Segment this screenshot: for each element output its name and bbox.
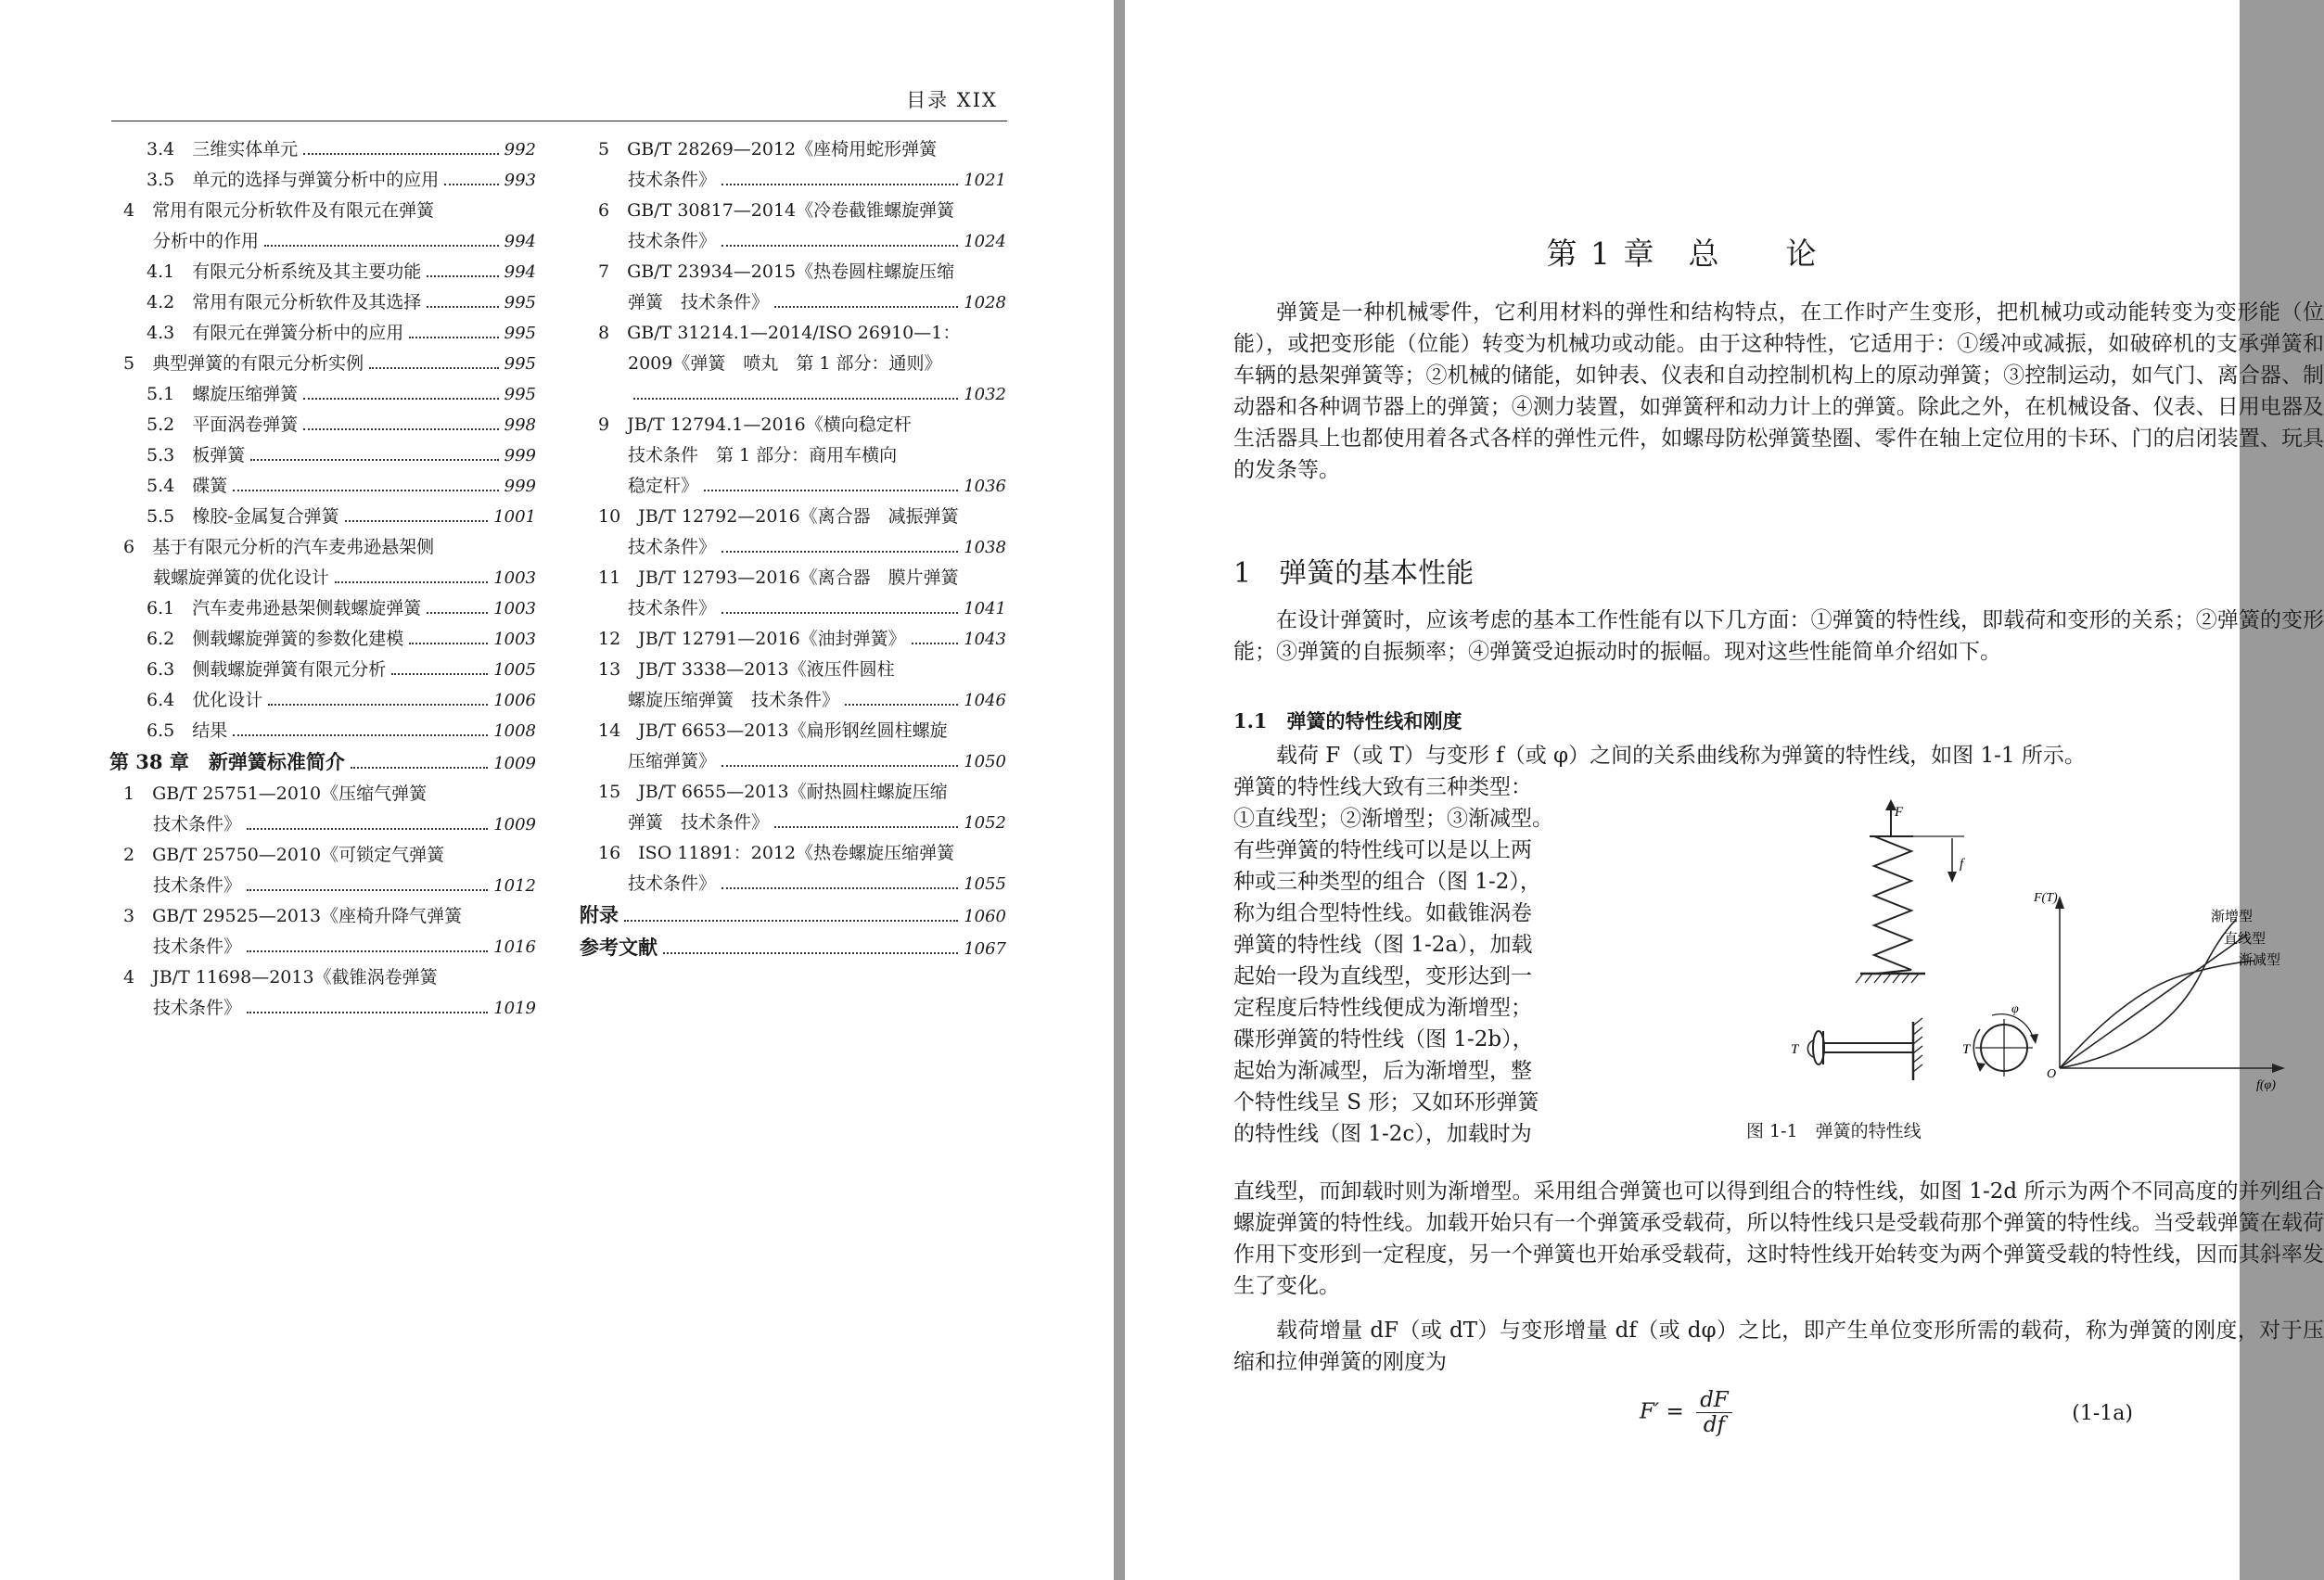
toc-entry-title: 附录 bbox=[580, 903, 619, 926]
toc-entry bbox=[109, 655, 536, 685]
toc-page-number: 1050 bbox=[964, 752, 1006, 771]
toc-entry-title: 技术条件》 bbox=[628, 873, 717, 894]
narrow-text-line: 定程度后特性线便成为渐增型； bbox=[1233, 996, 1532, 1020]
toc-line bbox=[580, 746, 1006, 777]
toc-leader-dots bbox=[721, 765, 958, 767]
curve-increasing bbox=[2060, 920, 2236, 1068]
toc-leader-dots bbox=[427, 306, 498, 308]
toc-entry bbox=[109, 318, 536, 349]
toc-page-number: 1003 bbox=[493, 630, 536, 649]
toc-page-number: 1005 bbox=[493, 660, 536, 680]
toc-entry bbox=[580, 716, 1006, 777]
formula-denominator: df bbox=[1703, 1413, 1726, 1437]
toc-page-number: 994 bbox=[504, 232, 536, 251]
toc-line bbox=[109, 685, 536, 716]
toc-entry bbox=[109, 196, 536, 257]
toc-line bbox=[580, 318, 1006, 349]
toc-leader-dots bbox=[774, 826, 958, 828]
para-a-continued: 直线型，而卸载时则为渐增型。采用组合弹簧也可以得到组合的特性线，如图 1-2d 所示为两个不同高度的并列组合螺旋弹簧的特性线。加载开始只有一个弹簧承受载荷，所以特性线只是受载荷那个弹簧的特性线。当受载弹簧在载荷作用下变形到一定程度，另一个弹簧也开始承受载荷，这时特性线开始转变为两个弹簧受载的特性线，因而其斜率发生了变化。 bbox=[1233, 1179, 2324, 1298]
toc-page-number: 1043 bbox=[964, 630, 1006, 649]
toc-page-number: 1052 bbox=[964, 813, 1006, 833]
toc-line bbox=[109, 196, 536, 226]
toc-line bbox=[580, 838, 1006, 869]
toc-entry-title: 5.1 螺旋压缩弹簧 bbox=[147, 384, 299, 404]
toc-leader-dots bbox=[233, 734, 488, 736]
toc-entry bbox=[109, 287, 536, 318]
toc-entry bbox=[580, 196, 1006, 257]
toc-page-number: 995 bbox=[504, 354, 536, 374]
toc-entry-title: 3.5 单元的选择与弹簧分析中的应用 bbox=[147, 170, 440, 190]
toc-leader-dots bbox=[233, 490, 498, 491]
toc-entry bbox=[109, 685, 536, 716]
stiffness-formula bbox=[1640, 1388, 1732, 1437]
toc-entry bbox=[109, 593, 536, 624]
toc-line bbox=[580, 593, 1006, 624]
toc-line bbox=[109, 871, 536, 901]
compression-spring-diagram bbox=[1856, 799, 1965, 983]
toc-entry bbox=[109, 779, 536, 840]
toc-entry-title: 技术条件》 bbox=[153, 998, 242, 1018]
toc-entry-title: 技术条件》 bbox=[628, 537, 717, 557]
left-page bbox=[0, 0, 1114, 1580]
toc-entry bbox=[109, 379, 536, 410]
toc-page-number: 1001 bbox=[493, 507, 536, 527]
toc-line bbox=[580, 226, 1006, 257]
toc-page-number: 995 bbox=[504, 385, 536, 404]
section-title: 1 弹簧的基本性能 bbox=[1233, 557, 1475, 590]
toc-entry-title: 15 JB/T 6655—2013《耐热圆柱螺旋压缩 bbox=[598, 782, 948, 802]
toc-line bbox=[580, 287, 1006, 318]
narrow-text-line: 弹簧的特性线（图 1-2a），加载 bbox=[1233, 933, 1533, 957]
toc-leader-dots bbox=[721, 612, 958, 614]
toc-leader-dots bbox=[264, 245, 499, 247]
toc-entry bbox=[580, 838, 1006, 899]
toc-page-number: 1016 bbox=[493, 937, 536, 957]
toc-page-number: 1009 bbox=[493, 754, 536, 773]
toc-entry bbox=[580, 655, 1006, 716]
toc-line bbox=[109, 134, 536, 165]
toc-line bbox=[109, 502, 536, 532]
toc-entry-title: 分析中的作用 bbox=[153, 231, 260, 251]
toc-line bbox=[580, 685, 1006, 716]
toc-entry-title: 6.5 结果 bbox=[147, 720, 228, 741]
narrow-text-line: 弹簧的特性线大致有三种类型： bbox=[1233, 775, 1532, 799]
curve-decreasing bbox=[2060, 961, 2254, 1068]
toc-page-number: 1024 bbox=[964, 232, 1006, 251]
toc-entry-title: 技术条件》 bbox=[153, 937, 242, 957]
toc-page-number: 1009 bbox=[493, 815, 536, 835]
toc-leader-dots bbox=[427, 275, 498, 277]
formula-numerator: dF bbox=[1696, 1388, 1732, 1413]
narrow-text-line: 碟形弹簧的特性线（图 1-2b）， bbox=[1233, 1027, 1534, 1051]
curve-decreasing-label: 渐减型 bbox=[2239, 953, 2281, 968]
toc-leader-dots bbox=[303, 428, 498, 430]
toc-leader-dots bbox=[303, 153, 498, 155]
toc-page-number: 999 bbox=[504, 446, 536, 465]
toc-entry-title: 技术条件》 bbox=[628, 598, 717, 618]
toc-entry-title: 5.4 碟簧 bbox=[147, 476, 228, 496]
toc-line bbox=[580, 869, 1006, 899]
toc-line bbox=[580, 563, 1006, 593]
toc-page-number: 995 bbox=[504, 324, 536, 343]
curve-linear-label: 直线型 bbox=[2224, 932, 2267, 947]
toc-entry bbox=[109, 840, 536, 901]
toc-entry-title: 5 典型弹簧的有限元分析实例 bbox=[123, 353, 364, 374]
narrow-text-line: 种或三种类型的组合（图 1-2）， bbox=[1233, 870, 1541, 894]
toc-line bbox=[109, 318, 536, 349]
toc-entry-title: 技术条件》 bbox=[628, 231, 717, 251]
toc-line bbox=[109, 624, 536, 655]
subsection-title: 1.1 弹簧的特性线和刚度 bbox=[1233, 709, 1462, 733]
toc-page-number: 1006 bbox=[493, 691, 536, 710]
label-F: F bbox=[1895, 805, 1904, 820]
toc-line bbox=[109, 779, 536, 809]
toc-entry bbox=[580, 563, 1006, 624]
toc-leader-dots bbox=[250, 459, 498, 461]
chapter-title: 第 1 章 总 论 bbox=[1546, 236, 1819, 272]
toc-line bbox=[109, 901, 536, 932]
toc-entry-title: 13 JB/T 3338—2013《液压件圆柱 bbox=[598, 659, 895, 680]
toc-leader-dots bbox=[633, 398, 958, 400]
toc-line bbox=[580, 502, 1006, 532]
toc-leader-dots bbox=[721, 887, 958, 889]
toc-leader-dots bbox=[247, 950, 488, 952]
toc-entry-title: 5 GB/T 28269—2012《座椅用蛇形弹簧 bbox=[598, 139, 938, 159]
axis-x-label: f(φ) bbox=[2256, 1078, 2276, 1092]
toc-entry bbox=[580, 624, 1006, 655]
toc-line bbox=[580, 932, 1006, 964]
toc-line bbox=[109, 655, 536, 685]
section-paragraph: 在设计弹簧时，应该考虑的基本工作性能有以下几方面：①弹簧的特性线，即载荷和变形的关系；②弹簧的变形能；③弹簧的自振频率；④弹簧受迫振动时的振幅。现对这些性能简单介绍如下。 bbox=[1233, 608, 2324, 664]
torsion-bar-diagram bbox=[1791, 1018, 1922, 1080]
toc-entry bbox=[580, 899, 1006, 932]
toc-entry-title: 12 JB/T 12791—2016《油封弹簧》 bbox=[598, 629, 906, 649]
toc-entry-title: 8 GB/T 31214.1—2014/ISO 26910—1： bbox=[598, 323, 961, 343]
toc-entry bbox=[109, 502, 536, 532]
toc-leader-dots bbox=[721, 184, 958, 185]
toc-entry bbox=[109, 624, 536, 655]
curve-linear bbox=[2060, 935, 2247, 1068]
toc-page-number: 995 bbox=[504, 293, 536, 312]
toc-entry bbox=[580, 502, 1006, 563]
toc-entry bbox=[109, 165, 536, 196]
toc-line bbox=[580, 532, 1006, 563]
toc-column-2 bbox=[580, 134, 1006, 964]
toc-line bbox=[580, 471, 1006, 502]
toc-entry bbox=[109, 134, 536, 165]
toc-line bbox=[580, 624, 1006, 655]
toc-line bbox=[109, 165, 536, 196]
toc-line bbox=[580, 257, 1006, 287]
toc-page-number: 1008 bbox=[493, 721, 536, 741]
formula-label: (1-1a) bbox=[2072, 1402, 2133, 1425]
toc-leader-dots bbox=[335, 581, 488, 583]
toc-line bbox=[580, 379, 1006, 410]
toc-leader-dots bbox=[409, 337, 498, 338]
label-f: f bbox=[1960, 857, 1964, 872]
toc-leader-dots bbox=[409, 643, 488, 644]
toc-entry bbox=[109, 471, 536, 502]
toc-entry bbox=[580, 932, 1006, 964]
toc-entry-title: 稳定杆》 bbox=[628, 476, 699, 496]
toc-page-number: 1041 bbox=[964, 599, 1006, 618]
toc-entry-title: 弹簧 技术条件》 bbox=[628, 812, 770, 833]
figure-1-1 bbox=[1570, 797, 2281, 1103]
toc-leader-dots bbox=[369, 367, 499, 369]
toc-page-number: 1012 bbox=[493, 876, 536, 896]
toc-entry-title: 3 GB/T 29525—2013《座椅升降气弹簧 bbox=[123, 906, 463, 926]
label-T-torsion-spring: T bbox=[1962, 1042, 1971, 1057]
toc-entry-title: 3.4 三维实体单元 bbox=[147, 139, 299, 159]
toc-line bbox=[580, 716, 1006, 746]
toc-leader-dots bbox=[774, 306, 958, 308]
toc-entry-title: 11 JB/T 12793—2016《离合器 膜片弹簧 bbox=[598, 567, 959, 588]
formula-lhs: F′ = bbox=[1640, 1399, 1684, 1424]
toc-leader-dots bbox=[444, 184, 498, 185]
toc-leader-dots bbox=[268, 704, 488, 706]
toc-entry-title: 技术条件》 bbox=[153, 814, 242, 835]
toc-page-number: 1032 bbox=[964, 385, 1006, 404]
toc-entry bbox=[109, 532, 536, 593]
toc-line bbox=[109, 716, 536, 746]
para-a-narrow-column bbox=[1233, 771, 1572, 1150]
toc-entry-title: 14 JB/T 6653—2013《扁形钢丝圆柱螺旋 bbox=[598, 720, 948, 741]
narrow-text-line: 个特性线呈 S 形；又如环形弹簧 bbox=[1233, 1090, 1539, 1115]
toc-entry bbox=[109, 257, 536, 287]
toc-entry-title: 6.1 汽车麦弗逊悬架侧载螺旋弹簧 bbox=[147, 598, 422, 618]
toc-entry-title: 2009《弹簧 喷丸 第 1 部分：通则》 bbox=[628, 353, 942, 374]
toc-line bbox=[580, 899, 1006, 932]
toc-entry-title: 4.2 常用有限元分析软件及其选择 bbox=[147, 292, 422, 312]
toc-line bbox=[109, 563, 536, 593]
toc-page-number: 1036 bbox=[964, 477, 1006, 496]
toc-line bbox=[109, 257, 536, 287]
toc-entry bbox=[109, 716, 536, 746]
toc-entry-title: 螺旋压缩弹簧 技术条件》 bbox=[628, 690, 840, 710]
toc-entry bbox=[580, 318, 1006, 410]
toc-leader-dots bbox=[704, 490, 958, 491]
toc-leader-dots bbox=[303, 398, 498, 400]
toc-leader-dots bbox=[624, 920, 958, 922]
toc-page-number: 999 bbox=[504, 477, 536, 496]
narrow-text-line: 起始一段为直线型，变形达到一 bbox=[1233, 964, 1532, 988]
toc-line bbox=[580, 196, 1006, 226]
toc-entry bbox=[109, 746, 536, 779]
toc-entry-title: 1 GB/T 25751—2010《压缩气弹簧 bbox=[123, 784, 428, 804]
toc-entry-title: 第 38 章 新弹簧标准简介 bbox=[109, 750, 345, 773]
toc-entry-title: 弹簧 技术条件》 bbox=[628, 292, 770, 312]
toc-leader-dots bbox=[345, 520, 489, 522]
toc-entry-title: 2 GB/T 25750—2010《可锁定气弹簧 bbox=[123, 845, 445, 865]
narrow-text-line: 称为组合型特性线。如截锥涡卷 bbox=[1233, 901, 1532, 925]
toc-leader-dots bbox=[247, 828, 488, 830]
toc-line bbox=[109, 840, 536, 871]
toc-entry-title: 4.3 有限元在弹簧分析中的应用 bbox=[147, 323, 404, 343]
toc-page-number: 1055 bbox=[964, 874, 1006, 894]
toc-line bbox=[109, 471, 536, 502]
toc-line bbox=[580, 777, 1006, 808]
toc-line bbox=[109, 962, 536, 993]
toc-leader-dots bbox=[721, 245, 958, 247]
axis-y-label: F(T) bbox=[2034, 891, 2058, 905]
toc-entry-title: 参考文献 bbox=[580, 936, 658, 959]
label-T-torsion-bar: T bbox=[1791, 1042, 1799, 1057]
toc-entry bbox=[109, 901, 536, 962]
toc-leader-dots bbox=[351, 767, 488, 769]
toc-entry bbox=[580, 777, 1006, 838]
toc-line bbox=[109, 993, 536, 1024]
toc-entry-title: 4.1 有限元分析系统及其主要功能 bbox=[147, 261, 422, 282]
stiffness-paragraph: 载荷增量 dF（或 dT）与变形增量 df（或 dφ）之比，即产生单位变形所需的载荷，称为弹簧的刚度，对于压缩和拉伸弹簧的刚度为 bbox=[1233, 1319, 2324, 1374]
right-page bbox=[1125, 0, 2324, 1580]
toc-entry-title: 5.3 板弹簧 bbox=[147, 445, 246, 465]
toc-page-number: 998 bbox=[504, 415, 536, 435]
toc-leader-dots bbox=[912, 643, 959, 644]
label-phi: φ bbox=[2011, 1002, 2019, 1016]
toc-leader-dots bbox=[247, 889, 488, 891]
toc-leader-dots bbox=[247, 1012, 488, 1013]
narrow-text-line: ①直线型；②渐增型；③渐减型。 bbox=[1233, 807, 1553, 831]
toc-entry-title: 6.2 侧载螺旋弹簧的参数化建模 bbox=[147, 629, 404, 649]
toc-entry-title: 9 JB/T 12794.1—2016《横向稳定杆 bbox=[598, 414, 912, 435]
toc-entry-title: 16 ISO 11891：2012《热卷螺旋压缩弹簧 bbox=[598, 843, 955, 863]
toc-line bbox=[580, 808, 1006, 838]
toc-line bbox=[580, 349, 1006, 379]
toc-column-1 bbox=[109, 134, 536, 1024]
toc-entry bbox=[580, 134, 1006, 196]
toc-page-number: 993 bbox=[504, 171, 536, 190]
origin-label: O bbox=[2047, 1067, 2057, 1081]
toc-entry-title: 5.5 橡胶-金属复合弹簧 bbox=[147, 506, 339, 527]
toc-entry-title: 7 GB/T 23934—2015《热卷圆柱螺旋压缩 bbox=[598, 261, 955, 282]
toc-line bbox=[109, 410, 536, 440]
toc-entry bbox=[580, 257, 1006, 318]
para-a-first-line: 载荷 F（或 T）与变形 f（或 φ）之间的关系曲线称为弹簧的特性线，如图 1-1 所示。 bbox=[1276, 744, 2086, 768]
toc-entry-title: 5.2 平面涡卷弹簧 bbox=[147, 414, 299, 435]
narrow-text-line: 的特性线（图 1-2c），加载时为 bbox=[1233, 1122, 1532, 1146]
toc-leader-dots bbox=[845, 704, 958, 706]
toc-leader-dots bbox=[663, 952, 958, 954]
toc-page-number: 1028 bbox=[964, 293, 1006, 312]
toc-page-number: 1021 bbox=[964, 171, 1006, 190]
toc-line bbox=[109, 379, 536, 410]
toc-line bbox=[109, 349, 536, 379]
curve-increasing-label: 渐增型 bbox=[2211, 910, 2254, 924]
toc-page-number: 1003 bbox=[493, 599, 536, 618]
toc-line bbox=[580, 655, 1006, 685]
toc-leader-dots bbox=[391, 673, 488, 675]
running-head: 目录 XIX bbox=[906, 89, 998, 111]
toc-entry bbox=[580, 410, 1006, 502]
toc-entry bbox=[109, 962, 536, 1024]
toc-page-number: 1003 bbox=[493, 568, 536, 588]
toc-entry-title: 技术条件》 bbox=[628, 170, 717, 190]
formula-fraction bbox=[1696, 1388, 1732, 1437]
narrow-text-line: 有些弹簧的特性线可以是以上两 bbox=[1233, 838, 1532, 862]
toc-line bbox=[580, 134, 1006, 165]
toc-entry-title: 6 基于有限元分析的汽车麦弗逊悬架侧 bbox=[123, 537, 435, 557]
toc-page-number: 1046 bbox=[964, 691, 1006, 710]
toc-page-number: 1019 bbox=[493, 999, 536, 1018]
toc-line bbox=[109, 809, 536, 840]
toc-entry-title: 4 JB/T 11698—2013《截锥涡卷弹簧 bbox=[123, 967, 438, 988]
toc-entry-title: 6.3 侧载螺旋弹簧有限元分析 bbox=[147, 659, 387, 680]
toc-line bbox=[580, 165, 1006, 196]
toc-line bbox=[109, 532, 536, 563]
toc-line bbox=[580, 410, 1006, 440]
toc-line bbox=[109, 287, 536, 318]
toc-line bbox=[109, 440, 536, 471]
figure-caption: 图 1-1 弹簧的特性线 bbox=[1746, 1121, 1922, 1141]
toc-entry-title: 4 常用有限元分析软件及有限元在弹簧 bbox=[123, 200, 435, 221]
toc-page-number: 994 bbox=[504, 262, 536, 282]
toc-page-number: 1038 bbox=[964, 538, 1006, 557]
toc-line bbox=[109, 593, 536, 624]
torsion-spring-diagram bbox=[1962, 1002, 2038, 1077]
toc-entry-title: 10 JB/T 12792—2016《离合器 减振弹簧 bbox=[598, 506, 959, 527]
toc-line bbox=[109, 226, 536, 257]
toc-entry-title: 压缩弹簧》 bbox=[628, 751, 717, 771]
toc-page-number: 992 bbox=[504, 140, 536, 159]
toc-entry-title: 技术条件》 bbox=[153, 875, 242, 896]
narrow-text-line: 起始为渐减型，后为渐增型，整 bbox=[1233, 1059, 1532, 1083]
toc-entry-title: 技术条件 第 1 部分：商用车横向 bbox=[628, 445, 898, 465]
toc-leader-dots bbox=[721, 551, 958, 553]
toc-entry bbox=[109, 349, 536, 379]
toc-line bbox=[109, 932, 536, 962]
toc-line bbox=[580, 440, 1006, 471]
characteristic-line-plot bbox=[2033, 891, 2285, 1092]
toc-page-number: 1067 bbox=[964, 939, 1006, 959]
toc-page-number: 1060 bbox=[964, 907, 1006, 926]
toc-entry bbox=[109, 410, 536, 440]
toc-entry-title: 载螺旋弹簧的优化设计 bbox=[153, 567, 330, 588]
intro-paragraph: 弹簧是一种机械零件，它利用材料的弹性和结构特点，在工作时产生变形，把机械功或动能转变为变形能（位能），或把变形能（位能）转变为机械功或动能。由于这种特性，它适用于：①缓冲或减振，如破碎机的支承弹簧和车辆的悬架弹簧等；②机械的储能，如钟表、仪表和自动控制机构上的原动弹簧；③控制运动，如气门、离合器、制动器和各种调节器上的弹簧；④测力装置，如弹簧秤和动力计上的弹簧。除此之外，在机械设备、仪表、日用电器及生活器具上也都使用着各式各样的弹性元件，如螺母防松弹簧垫圈、零件在轴上定位用的卡环、门的启闭装置、玩具的发条等。 bbox=[1233, 300, 2324, 482]
toc-entry-title: 6 GB/T 30817—2014《冷卷截锥螺旋弹簧 bbox=[598, 200, 955, 221]
toc-line bbox=[109, 746, 536, 779]
toc-entry-title: 6.4 优化设计 bbox=[147, 690, 263, 710]
toc-entry bbox=[109, 440, 536, 471]
toc-leader-dots bbox=[427, 612, 488, 614]
